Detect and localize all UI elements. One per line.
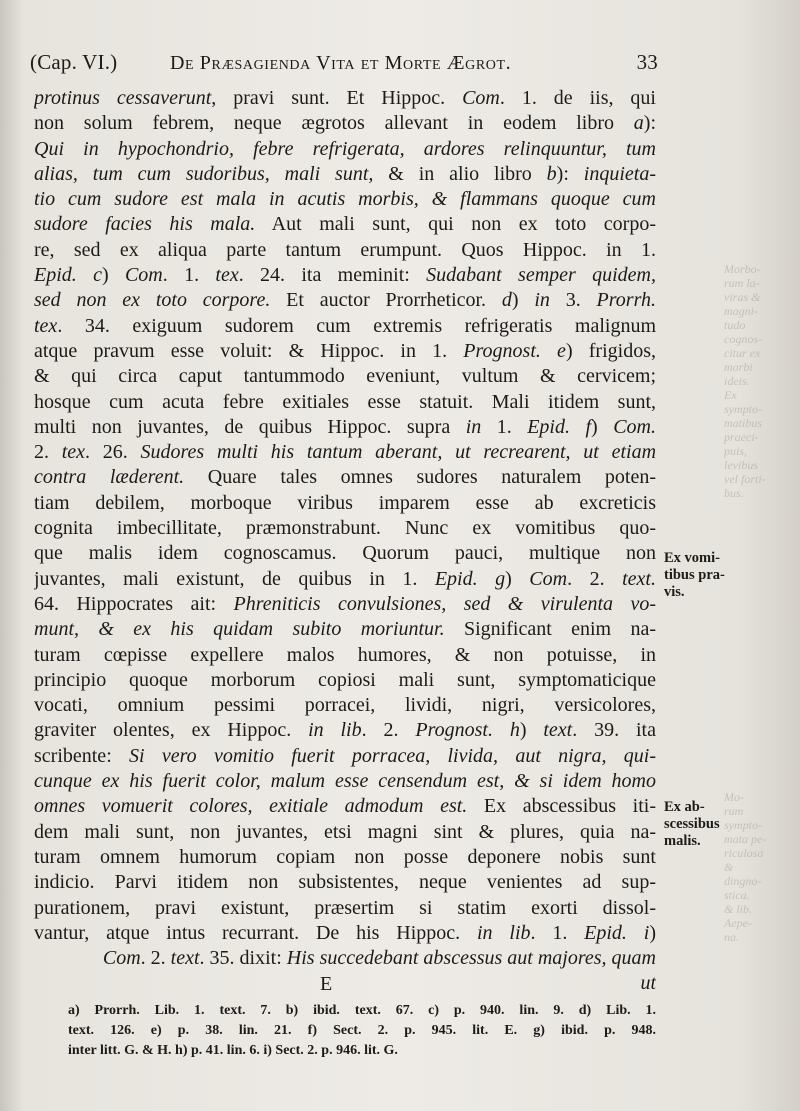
show-through-line: viras & (724, 290, 761, 304)
italic-text: a (633, 112, 644, 135)
italic-text: text (543, 719, 573, 742)
text-line (34, 364, 656, 389)
text-line (34, 541, 656, 566)
text-line (34, 440, 656, 465)
roman-text: juvantes, mali existunt, de quibus in 1. (34, 567, 435, 590)
text-line (34, 567, 656, 592)
show-through-line: sympto- (724, 402, 762, 416)
italic-text: tex (61, 441, 86, 464)
italic-text: Epid. c (34, 264, 102, 287)
show-through-line: rum la- (724, 276, 760, 290)
marginal-line: tibus pra- (664, 567, 725, 583)
running-title: De Præsagienda Vita et Morte Ægrot. (170, 52, 512, 74)
roman-text: Ex abscessibus iti- (467, 795, 656, 818)
text-line (34, 516, 656, 541)
show-through-line: Ex (724, 388, 737, 402)
italic-text: sudore facies his mala. (34, 213, 256, 236)
italic-text: Sudores multi his tantum aberant, ut recrearent, ut etiam (140, 441, 656, 464)
text-line (34, 820, 656, 845)
italic-text: in lib (477, 921, 531, 944)
show-through-lower (724, 790, 794, 944)
italic-text: Epid. i (584, 921, 650, 944)
show-through-line: matibus (724, 416, 763, 430)
italic-text: Com (462, 87, 500, 109)
italic-text: tio cum sudore est mala in acutis morbis, & flammans quoque cum (34, 188, 656, 211)
show-through-line: bus. (724, 486, 744, 500)
roman-text: cognita imbecillitate, præmonstrabunt. Nunc ex vomitibus quo- (34, 517, 656, 540)
roman-text: . 1. (162, 264, 216, 287)
italic-text: text (170, 947, 200, 970)
text-line (34, 769, 656, 794)
show-through-upper (724, 262, 794, 500)
italic-text: Si vero vomitio fuerit porracea, livida, aut nigra, qui- (129, 744, 656, 767)
roman-text: re, sed ex aliqua parte tantum erumpunt. Quos Hippoc. in 1. (34, 238, 656, 261)
text-line (34, 314, 656, 339)
roman-text: ) (649, 921, 656, 944)
italic-text: in (465, 415, 482, 438)
roman-text: 1. (481, 415, 528, 438)
show-through-line: Morbo- (724, 262, 761, 276)
roman-text: non solum febrem, neque ægrotos allevant in eodem libro (34, 112, 634, 135)
roman-text: scribente: (34, 744, 130, 767)
italic-text: His succedebant abscessus aut majores, quam (286, 947, 656, 970)
text-line (34, 693, 656, 718)
footnote-line: text. 126. e) p. 38. lin. 21. f) Sect. 2. p. 945. lit. E. g) ibid. p. 948. (68, 1023, 656, 1038)
roman-text: ) (519, 719, 544, 742)
text-line (34, 111, 656, 136)
roman-text: ) (505, 567, 530, 590)
roman-text: 3. (549, 289, 597, 312)
text-line (34, 718, 656, 743)
show-through-line: na. (724, 930, 739, 944)
roman-text: principio quoque morborum copiosi mali sunt, symptomaticique (34, 668, 656, 691)
roman-text: ): (556, 162, 584, 185)
italic-text: munt, & ex his quidam subito moriuntur. (34, 618, 445, 641)
text-line (34, 592, 656, 617)
body-text (34, 86, 656, 997)
roman-text: 2. (34, 441, 62, 464)
text-line (34, 339, 656, 364)
catchword: ut (640, 972, 656, 995)
roman-text: . 2. (140, 947, 171, 970)
show-through-line: ideis. (724, 374, 750, 388)
show-through-line: sympto- (724, 818, 762, 832)
roman-text: hosque cum acuta febre exitiales esse statuit. Mali itidem sunt, (34, 390, 656, 413)
show-through-line: Aepe- (724, 916, 752, 930)
show-through-line: & (724, 860, 734, 874)
roman-text: , pravi sunt. Et Hippoc. (211, 87, 463, 109)
italic-text: Epid. g (434, 567, 506, 590)
roman-text: tiam debilem, morboque viribus imparem esse ab excreticis (34, 491, 656, 514)
show-through-line: & lib. (724, 902, 753, 916)
italic-text: Com (124, 264, 163, 287)
italic-text: inquieta- (583, 162, 656, 185)
footnote-line: inter litt. G. & H. h) p. 41. lin. 6. i) Sect. 2. p. 946. lit. G. (68, 1043, 398, 1058)
roman-text: Et auctor Prorrheticor. (270, 289, 502, 312)
italic-text: tex (34, 314, 58, 337)
italic-text: omnes vomuerit colores, exitiale admodum est. (34, 795, 468, 818)
italic-text: Phreniticis convulsiones, sed & virulenta vo- (233, 592, 656, 615)
text-line (34, 870, 656, 895)
italic-text: Sudabant semper quidem, (426, 264, 656, 287)
roman-text: . 39. ita (572, 719, 656, 742)
italic-text: alias, tum cum sudoribus, mali sunt, (34, 162, 389, 185)
show-through-line: magni- (724, 304, 758, 318)
roman-text: purationem, pravi existunt, præsertim si statim exorti dissol- (34, 896, 656, 919)
roman-text: . 2. (567, 567, 623, 590)
marginal-line: malis. (664, 833, 701, 849)
roman-text: Significant enim na- (444, 618, 656, 641)
italic-text: Epid. f (527, 415, 592, 438)
show-through-line: mata pe- (724, 832, 767, 846)
roman-text: & qui circa caput tantummodo eveniunt, vultum & cervicem; (34, 365, 656, 388)
roman-text: Quare tales omnes sudores naturalem poten- (184, 466, 656, 489)
text-line (34, 794, 656, 819)
roman-text: turam cœpisse expellere malos humores, & non potuisse, in (34, 643, 656, 666)
show-through-line: dingno- (724, 874, 762, 888)
text-line (34, 187, 656, 212)
text-line (34, 668, 656, 693)
page-number: 33 (636, 50, 658, 74)
italic-text: in lib (308, 719, 362, 742)
marginal-line: Ex vomi- (664, 550, 720, 566)
catchword-line (34, 971, 656, 996)
marginal-note-vomitus (664, 550, 725, 601)
text-line (34, 86, 656, 111)
marginal-line: vis. (664, 584, 685, 600)
footnotes (68, 1001, 656, 1061)
italic-text: b (546, 162, 557, 185)
italic-text: tex (215, 264, 239, 287)
italic-text: d (501, 289, 512, 312)
roman-text: dem mali sunt, non juvantes, etsi magni sint & plures, quia na- (34, 820, 656, 843)
roman-text: . 24. ita meminit: (238, 264, 427, 287)
italic-text: contra læderent. (34, 466, 185, 489)
text-line (34, 896, 656, 921)
show-through-line: cognos- (724, 332, 762, 346)
roman-text: & in alio libro (388, 162, 547, 185)
italic-text: Prognost. h (415, 719, 520, 742)
roman-text: ) (591, 415, 614, 438)
roman-text: que malis idem cognoscamus. Quorum pauci, multique non (34, 542, 656, 565)
italic-text: in (534, 289, 550, 312)
roman-text: ): (643, 112, 656, 135)
italic-text: Com (529, 567, 568, 590)
show-through-line: rum (724, 804, 744, 818)
marginal-note-abscessus (664, 799, 720, 850)
italic-text: Com (102, 947, 141, 970)
italic-text: sed non ex toto corpore. (34, 289, 271, 312)
italic-text: protinus cessaverunt (34, 87, 212, 109)
footnote-line: a) Prorrh. Lib. 1. text. 7. b) ibid. text. 67. c) p. 940. lin. 9. d) Lib. 1. (68, 1003, 656, 1018)
running-head (30, 50, 658, 80)
show-through-line: levibus (724, 458, 758, 472)
roman-text: . 26. (85, 441, 141, 464)
show-through-line: tudo (724, 318, 746, 332)
show-through-line: puis, (724, 444, 748, 458)
roman-text: vocati, omnium pessimi porracei, lividi, nigri, versicolores, (34, 694, 656, 717)
text-line (34, 238, 656, 263)
show-through-line: morbi (724, 360, 753, 374)
italic-text: Prorrh. (596, 289, 656, 312)
italic-text: Qui in hypochondrio, febre refrigerata, ardores relinquuntur, tum (34, 137, 656, 160)
text-line (34, 643, 656, 668)
roman-text: 64. Hippocrates ait: (34, 592, 234, 615)
roman-text: Aut mali sunt, qui non ex toto corpo- (255, 213, 656, 236)
text-line (34, 263, 656, 288)
show-through-line: riculosa (724, 846, 764, 860)
signature-mark: E (320, 973, 333, 995)
text-line (34, 212, 656, 237)
text-line (34, 415, 656, 440)
roman-text: . 1. de iis, qui (499, 87, 656, 109)
text-line (34, 744, 656, 769)
show-through-line: praeci- (724, 430, 759, 444)
text-line (34, 617, 656, 642)
roman-text: vantur, atque intus recurrant. De his Hippoc. (34, 921, 477, 944)
text-line (34, 921, 656, 946)
roman-text: . 1. (530, 921, 585, 944)
text-line (34, 946, 656, 971)
text-line (34, 465, 656, 490)
text-line (34, 162, 656, 187)
roman-text: . 35. dixit: (199, 947, 287, 970)
roman-text: atque pravum esse voluit: & Hippoc. in 1. (34, 339, 464, 362)
roman-text: multi non juvantes, de quibus Hippoc. supra (34, 415, 466, 438)
text-line (34, 137, 656, 162)
text-line (34, 390, 656, 415)
roman-text: turam omnem humorum copiam non posse deponere nobis sunt (34, 845, 656, 868)
show-through-line: citur ex (724, 346, 761, 360)
marginal-line: scessibus (664, 816, 720, 832)
show-through-line: Mo- (724, 790, 744, 804)
text-line (34, 845, 656, 870)
show-through-line: vel forti- (724, 472, 766, 486)
italic-text: text. (622, 567, 656, 590)
roman-text: . 2. (361, 719, 416, 742)
marginal-line: Ex ab- (664, 799, 705, 815)
roman-text: . 34. exiguum sudorem cum extremis refrigeratis malignum (57, 314, 656, 337)
italic-text: Prognost. e (463, 339, 566, 362)
show-through-line: stica. (724, 888, 750, 902)
roman-text: graviter olentes, ex Hippoc. (34, 719, 309, 742)
roman-text: ) (511, 289, 535, 312)
roman-text: ) (101, 264, 125, 287)
roman-text: indicio. Parvi itidem non subsistentes, neque venientes ad sup- (34, 871, 656, 894)
text-line (34, 288, 656, 313)
italic-text: cunque ex his fuerit color, malum esse censendum est, & si idem homo (34, 770, 656, 793)
chapter-label: (Cap. VI.) (30, 50, 118, 74)
roman-text: ) frigidos, (565, 339, 656, 362)
text-line (34, 491, 656, 516)
italic-text: Com. (613, 415, 656, 438)
